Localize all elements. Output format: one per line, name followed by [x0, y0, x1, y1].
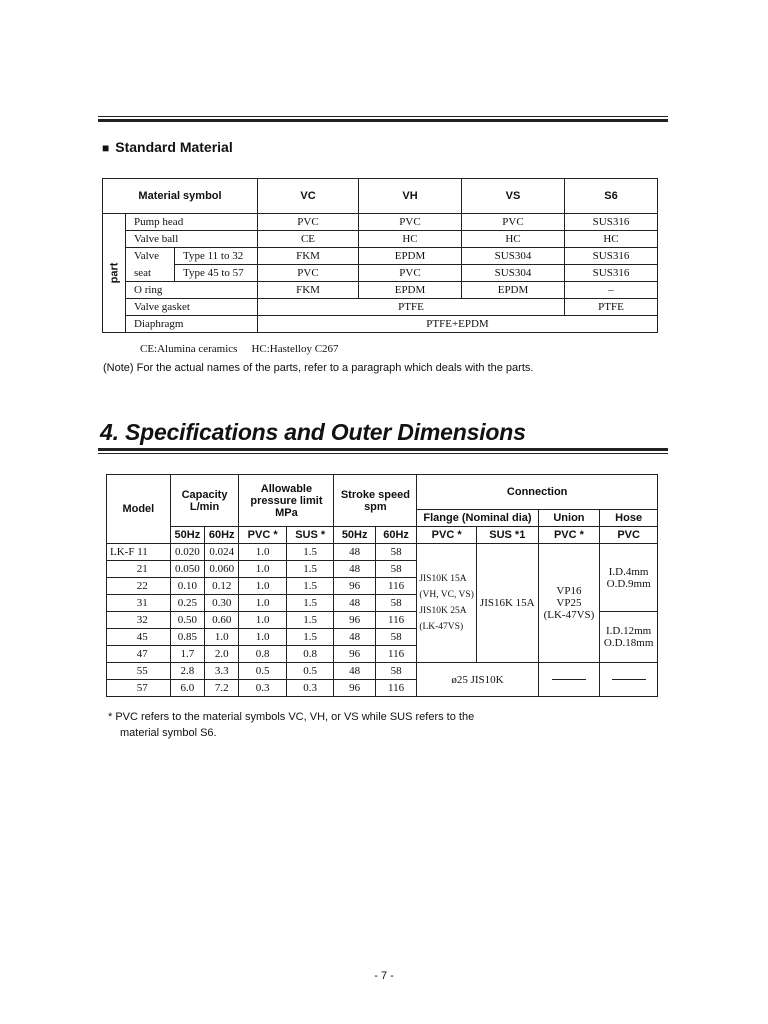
table-row: Valve Type 11 to 32 FKM EPDM SUS304 SUS316	[103, 248, 658, 265]
page-number: - 7 -	[374, 970, 394, 982]
col-hose: Hose	[600, 510, 658, 527]
table-row: Valve ball CE HC HC HC	[103, 231, 658, 248]
flange-pvc-cell: JIS10K 15A (VH, VC, VS) JIS10K 25A (LK-47VS)	[417, 544, 477, 663]
col-flange: Flange (Nominal dia)	[417, 510, 538, 527]
col-pressure: Allowable pressure limit MPa	[239, 475, 334, 527]
standard-material-heading: ■ Standard Material	[102, 139, 233, 155]
col-vs: VS	[462, 179, 565, 214]
dash-line	[612, 679, 646, 680]
material-caption: CE:Alumina ceramics HC:Hastelloy C267	[140, 343, 339, 355]
col-model: Model	[107, 475, 171, 544]
hose-large-cell: I.D.12mm O.D.18mm	[600, 612, 658, 663]
table-row: 32 0.50 0.60 1.0 1.5 96 116 I.D.12mm O.D.18mm	[107, 612, 658, 629]
part-label-cell: part	[103, 214, 126, 333]
table-row: Diaphragm PTFE+EPDM	[103, 316, 658, 333]
spec-rule-thick	[98, 448, 668, 451]
union-57-cell	[538, 663, 600, 697]
header-rule-thick	[98, 119, 668, 122]
table-row: LK-F 11 0.020 0.024 1.0 1.5 48 58 JIS10K 15A (VH, VC, VS) JIS10K 25A (LK-47VS) JIS16K 15A VP16 VP25 (LK-47VS) I.D.4mm O.D.9mm	[107, 544, 658, 561]
col-union: Union	[538, 510, 600, 527]
table-row: 57 6.0 7.2 0.3 0.3 96 116	[107, 680, 658, 697]
table-row: 22 0.10 0.12 1.0 1.5 96 116	[107, 578, 658, 595]
union-cell: VP16 VP25 (LK-47VS)	[538, 544, 600, 663]
hose-small-cell: I.D.4mm O.D.9mm	[600, 544, 658, 612]
table-row: seat Type 45 to 57 PVC PVC SUS304 SUS316	[103, 265, 658, 282]
table-row: 21 0.050 0.060 1.0 1.5 48 58	[107, 561, 658, 578]
col-connection: Connection	[417, 475, 658, 510]
table-row: 47 1.7 2.0 0.8 0.8 96 116	[107, 646, 658, 663]
col-material-symbol: Material symbol	[103, 179, 258, 214]
dash-line	[552, 679, 586, 680]
header-rule-thin	[98, 116, 668, 117]
col-s6: S6	[565, 179, 658, 214]
material-note: (Note) For the actual names of the parts, refer to a paragraph which deals with the parts.	[103, 362, 534, 374]
col-vc: VC	[258, 179, 359, 214]
table-row: 55 2.8 3.3 0.5 0.5 48 58 ø25 JIS10K	[107, 663, 658, 680]
standard-material-table	[102, 178, 658, 333]
table-row: Valve gasket PTFE PTFE	[103, 299, 658, 316]
hose-57-cell	[600, 663, 658, 697]
specifications-heading: 4. Specifications and Outer Dimensions	[100, 419, 526, 445]
flange-57-cell: ø25 JIS10K	[417, 663, 538, 697]
col-stroke: Stroke speed spm	[334, 475, 417, 527]
table-row: O ring FKM EPDM EPDM –	[103, 282, 658, 299]
col-vh: VH	[359, 179, 462, 214]
col-capacity: Capacity L/min	[170, 475, 239, 527]
specifications-table: Model Capacity L/min Allowable pressure limit MPa Stroke speed spm Connection Flange (Nominal dia) Union Hose 50Hz 60Hz PVC * SUS * 50Hz 60Hz PVC * SUS *1 PVC * PVC LK-F 11 0.020 0.024 1.0 1.5 48 58 JIS10K 15A (VH, VC, VS) JIS10K 25A (LK-47VS) JIS16K 15A VP16 VP25 (LK-47VS) I.D.4mm O.D.9mm 21 0.050 0.060 1.0 1.5 48 58 22 0.10 0.12 1.0 1.5 96 116 31 0.25 0.30 1.0 1.5 48 58 32 0.50 0.60 1.0 1.5 96 116 I.D.12mm O.D.18mm 45 0.85 1.0 1.0 1.5 48 58 47 1.7 2.0 0.8 0.8 96 116 55 2.8 3.3 0.5 0.5 48 58 ø25 JIS10K 57 6.0 7.2 0.3 0.3 96 116	[106, 474, 658, 697]
table-row: 45 0.85 1.0 1.0 1.5 48 58	[107, 629, 658, 646]
spec-rule-thin	[98, 453, 668, 454]
spec-footnote: * PVC refers to the material symbols VC, VH, or VS while SUS refers to the material symbol S6.	[108, 711, 475, 739]
flange-sus-cell: JIS16K 15A	[476, 544, 538, 663]
square-bullet-icon: ■	[102, 141, 110, 155]
table-row: 31 0.25 0.30 1.0 1.5 48 58	[107, 595, 658, 612]
table-row: part Pump head PVC PVC PVC SUS316	[103, 214, 658, 231]
